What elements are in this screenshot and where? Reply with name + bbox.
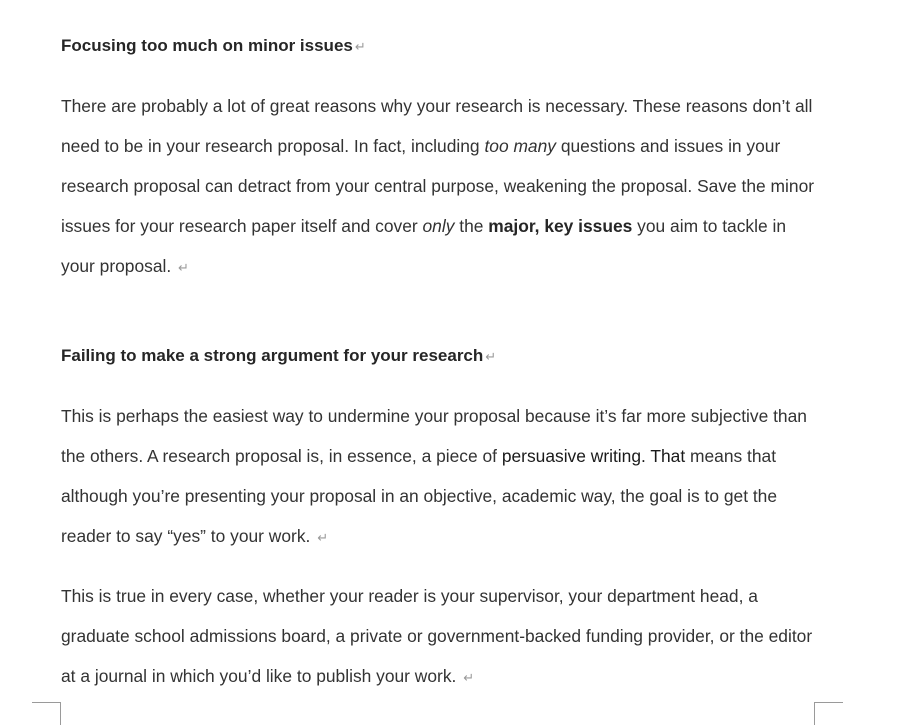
paragraph-minor-issues — [61, 86, 821, 288]
italic-text: only — [422, 216, 455, 236]
heading-strong-argument — [61, 346, 496, 366]
heading-text: Failing to make a strong argument for your research — [61, 346, 484, 365]
body-text: means that although you’re presenting your proposal in an objective, academic way, the goal is to get the reader to say “yes” to your work. — [61, 446, 778, 546]
body-text: There are probably a lot of great reasons why your research is necessary. These reasons don’t all need to be in your research proposal. In fact, including — [61, 96, 813, 156]
heading-text: Focusing too much on minor issues — [61, 36, 353, 55]
paragraph-mark: ↵ — [317, 530, 329, 545]
crop-mark-left — [32, 702, 61, 725]
paragraph-mark: ↵ — [354, 39, 366, 54]
crop-mark-right — [814, 702, 843, 725]
body-text: This is true in every case, whether your reader is your supervisor, your department head, a graduate school admissions board, a private or government-backed funding provider, or the editor at a journal in which you’d like to publish your work. — [61, 586, 813, 686]
italic-text: too many — [484, 136, 556, 156]
persuasive-writing-text: persuasive writing. That — [501, 446, 686, 466]
paragraph-mark: ↵ — [178, 260, 189, 275]
paragraph-mark: ↵ — [463, 670, 475, 685]
heading-minor-issues — [61, 36, 366, 56]
body-text: This is perhaps the easiest way to undermine your proposal because it’s far more subjective than the others. A research proposal is, in essence, a piece of — [61, 406, 807, 466]
body-text: questions and issues in your research proposal can detract from your central purpose, weakening the proposal. Save the minor issues for your research paper itself and cover — [61, 136, 815, 236]
body-text: you aim to tackle in your proposal. — [61, 216, 787, 276]
bold-text: major, key issues — [488, 216, 633, 236]
paragraph-mark: ↵ — [485, 349, 497, 364]
body-text: the — [454, 216, 489, 236]
paragraph-every-case — [61, 576, 821, 698]
paragraph-strong-argument — [61, 396, 821, 558]
